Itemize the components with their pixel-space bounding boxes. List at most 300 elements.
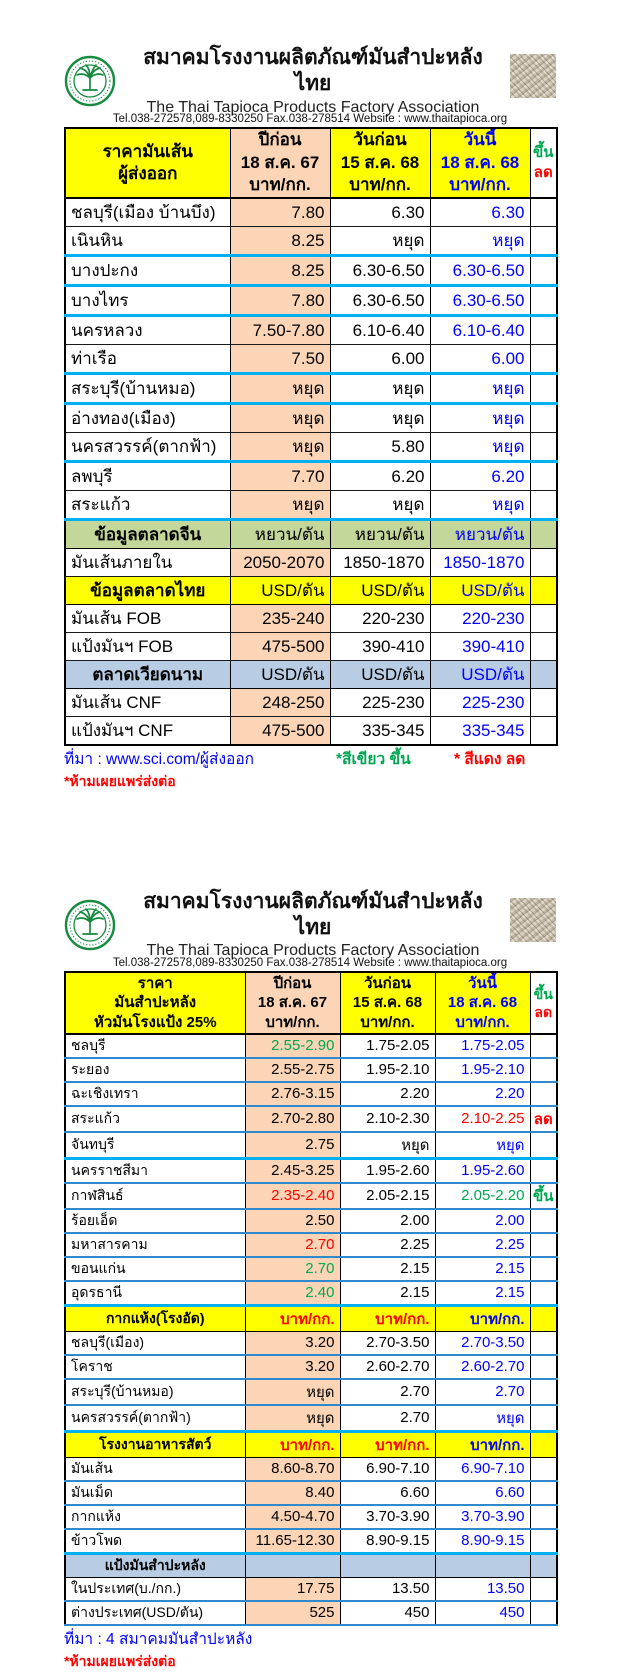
price-today: USD/ตัน <box>430 577 530 605</box>
updown-cell <box>530 1257 557 1281</box>
row-label: มันเส้นภายใน <box>65 549 230 577</box>
contact-line: Tel.038-272578,089-8330250 Fax.038-278514 Website : www.thaitapioca.org <box>112 113 508 125</box>
source-text: ที่มา : 4 สมาคมมันสำปะหลัง <box>64 1630 253 1648</box>
price-today: 2.10-2.25 <box>435 1106 530 1132</box>
table-row <box>65 404 557 433</box>
price-prev-day: บาท/กก. <box>340 1431 435 1457</box>
row-label: ต่างประเทศ(USD/ตัน) <box>65 1601 245 1625</box>
row-label: แป้งมันฯ FOB <box>65 633 230 661</box>
price-prev-day: 335-345 <box>330 717 430 746</box>
col-header-prev-day: วันก่อน 15 ส.ค. 68 บาท/กก. <box>340 972 435 1034</box>
updown-cell <box>530 1209 557 1233</box>
price-today: 220-230 <box>430 605 530 633</box>
row-label: อุดรธานี <box>65 1281 245 1306</box>
association-titles <box>128 45 498 117</box>
price-prev-day: 6.30-6.50 <box>330 286 430 316</box>
updown-cell <box>530 1529 557 1554</box>
down-label: ลด <box>533 164 553 181</box>
section-row <box>65 1553 557 1577</box>
row-label: ท่าเรือ <box>65 345 230 374</box>
table-row <box>65 1577 557 1601</box>
price-prev-year: 248-250 <box>230 689 330 717</box>
updown-cell <box>530 1158 557 1183</box>
association-header <box>64 46 556 116</box>
price-today: หยุด <box>435 1132 530 1159</box>
price-prev-year: 3.20 <box>245 1355 340 1379</box>
table-row <box>65 374 557 404</box>
price-prev-year: 7.80 <box>230 286 330 316</box>
price-today: 2.70 <box>435 1379 530 1405</box>
association-header-2 <box>64 889 556 960</box>
updown-cell <box>530 198 557 227</box>
price-today: 2.60-2.70 <box>435 1355 530 1379</box>
section-row <box>65 661 557 689</box>
row-label: แป้งมันฯ CNF <box>65 717 230 746</box>
table-row <box>65 491 557 520</box>
price-prev-day: 2.20 <box>340 1082 435 1106</box>
table-row <box>65 1132 557 1159</box>
section-row <box>65 520 557 549</box>
section-row <box>65 1431 557 1457</box>
table-row <box>65 1257 557 1281</box>
table-row <box>65 1405 557 1432</box>
updown-cell <box>530 256 557 286</box>
price-prev-year: USD/ตัน <box>230 661 330 689</box>
table-row <box>65 1281 557 1306</box>
table-row <box>65 689 557 717</box>
row-label: จันทบุรี <box>65 1132 245 1159</box>
price-prev-day: หยุด <box>330 227 430 256</box>
price-today: 2.70-3.50 <box>435 1331 530 1355</box>
updown-cell <box>530 1505 557 1529</box>
price-prev-year: 2.45-3.25 <box>245 1158 340 1183</box>
price-prev-day: 1850-1870 <box>330 549 430 577</box>
association-title-thai: สมาคมโรงงานผลิตภัณฑ์มันสำปะหลังไทย <box>143 889 483 940</box>
row-label: บางปะกง <box>65 256 230 286</box>
col-header-updown <box>530 128 557 198</box>
price-prev-day: 8.90-9.15 <box>340 1529 435 1554</box>
price-prev-year: 2.40 <box>245 1281 340 1306</box>
price-prev-year: 2.50 <box>245 1209 340 1233</box>
price-prev-day: หยุด <box>330 491 430 520</box>
price-prev-year: หยวน/ตัน <box>230 520 330 549</box>
price-today: หยุด <box>430 491 530 520</box>
updown-cell <box>530 1331 557 1355</box>
price-today: 6.10-6.40 <box>430 316 530 345</box>
price-prev-year: 475-500 <box>230 633 330 661</box>
price-prev-day <box>340 1553 435 1577</box>
price-prev-day: 6.10-6.40 <box>330 316 430 345</box>
price-today: 2.15 <box>435 1281 530 1306</box>
price-today: หยุด <box>430 227 530 256</box>
price-prev-year: หยุด <box>230 491 330 520</box>
row-label: นครหลวง <box>65 316 230 345</box>
price-prev-year: 4.50-4.70 <box>245 1505 340 1529</box>
price-prev-day: หยุด <box>330 404 430 433</box>
row-label: ชลบุรี(เมือง บ้านบึง) <box>65 198 230 227</box>
updown-cell <box>530 549 557 577</box>
row-label: มันเส้น <box>65 1457 245 1481</box>
updown-cell <box>530 462 557 491</box>
table-row <box>65 286 557 316</box>
row-label: สระบุรี(บ้านหมอ) <box>65 1379 245 1405</box>
updown-cell <box>530 1601 557 1625</box>
updown-cell <box>530 1355 557 1379</box>
updown-cell <box>530 1405 557 1432</box>
row-label: ชลบุรี <box>65 1034 245 1058</box>
price-today: 6.20 <box>430 462 530 491</box>
table-row <box>65 1209 557 1233</box>
table-header-row <box>65 972 557 1034</box>
price-today: 2.00 <box>435 1209 530 1233</box>
no-share-warning: *ห้ามเผยแพร่ส่งต่อ <box>64 1653 176 1670</box>
row-label: กากแห้ง(โรงอัด) <box>65 1305 245 1331</box>
col-header-prev-day: วันก่อน 15 ส.ค. 68 บาท/กก. <box>330 128 430 198</box>
row-label: สระบุรี(บ้านหมอ) <box>65 374 230 404</box>
price-prev-day: 2.70-3.50 <box>340 1331 435 1355</box>
row-label: ฉะเชิงเทรา <box>65 1082 245 1106</box>
price-prev-year: 8.40 <box>245 1481 340 1505</box>
price-prev-year: 8.25 <box>230 256 330 286</box>
row-label: โรงงานอาหารสัตว์ <box>65 1431 245 1457</box>
price-prev-day: 2.15 <box>340 1281 435 1306</box>
price-prev-year: 2.70 <box>245 1233 340 1257</box>
price-prev-day: 2.25 <box>340 1233 435 1257</box>
table-row <box>65 633 557 661</box>
price-prev-day: 6.90-7.10 <box>340 1457 435 1481</box>
price-today: 2.15 <box>435 1257 530 1281</box>
table-row <box>65 1233 557 1257</box>
price-prev-year: 2.76-3.15 <box>245 1082 340 1106</box>
price-today: USD/ตัน <box>430 661 530 689</box>
updown-cell <box>530 1577 557 1601</box>
price-prev-year: 8.60-8.70 <box>245 1457 340 1481</box>
price-prev-year: 8.25 <box>230 227 330 256</box>
updown-cell <box>530 717 557 746</box>
price-prev-year: หยุด <box>230 374 330 404</box>
price-prev-year: 475-500 <box>230 717 330 746</box>
updown-cell <box>530 1058 557 1082</box>
row-label: ข้อมูลตลาดจีน <box>65 520 230 549</box>
price-prev-day: 2.70 <box>340 1379 435 1405</box>
price-today: 390-410 <box>430 633 530 661</box>
price-prev-year <box>245 1553 340 1577</box>
price-prev-year: 2.55-2.90 <box>245 1034 340 1058</box>
root-price-table <box>64 971 558 1626</box>
report-root-prices <box>64 889 556 1672</box>
price-prev-year: 2050-2070 <box>230 549 330 577</box>
price-prev-day: 6.60 <box>340 1481 435 1505</box>
price-prev-day: 2.60-2.70 <box>340 1355 435 1379</box>
table-row <box>65 1601 557 1625</box>
price-prev-year: 7.70 <box>230 462 330 491</box>
price-prev-year: 7.50 <box>230 345 330 374</box>
price-prev-day: 6.30 <box>330 198 430 227</box>
price-today: 1850-1870 <box>430 549 530 577</box>
table-row <box>65 605 557 633</box>
updown-cell <box>530 1281 557 1306</box>
col-header-prev-year: ปีก่อน 18 ส.ค. 67 บาท/กก. <box>230 128 330 198</box>
price-prev-day: บาท/กก. <box>340 1305 435 1331</box>
price-prev-day: 5.80 <box>330 433 430 462</box>
updown-cell <box>530 520 557 549</box>
association-title-english: The Thai Tapioca Products Factory Association <box>146 98 480 116</box>
updown-cell <box>530 491 557 520</box>
no-share-warning: *ห้ามเผยแพร่ส่งต่อ <box>64 773 176 790</box>
price-prev-year: 11.65-12.30 <box>245 1529 340 1554</box>
price-today: หยุด <box>430 433 530 462</box>
price-prev-day: 1.95-2.10 <box>340 1058 435 1082</box>
row-label: นครสวรรค์(ตากฟ้า) <box>65 433 230 462</box>
price-prev-day: 3.70-3.90 <box>340 1505 435 1529</box>
updown-cell <box>530 1034 557 1058</box>
price-today: หยุด <box>430 374 530 404</box>
updown-cell <box>530 633 557 661</box>
updown-cell: ลด <box>530 1106 557 1132</box>
updown-cell <box>530 1431 557 1457</box>
price-prev-day: USD/ตัน <box>330 577 430 605</box>
price-prev-year: บาท/กก. <box>245 1305 340 1331</box>
updown-cell <box>530 1481 557 1505</box>
price-prev-day: 1.75-2.05 <box>340 1034 435 1058</box>
price-prev-year: หยุด <box>245 1405 340 1432</box>
price-today: 2.05-2.20 <box>435 1183 530 1209</box>
table-row <box>65 1082 557 1106</box>
table-row <box>65 1529 557 1554</box>
row-label: ลพบุรี <box>65 462 230 491</box>
updown-cell: ขึ้น <box>530 1183 557 1209</box>
row-label: สระแก้ว <box>65 1106 245 1132</box>
price-today: หยุด <box>430 404 530 433</box>
price-prev-day: USD/ตัน <box>330 661 430 689</box>
association-logo <box>64 55 116 107</box>
price-prev-day: 2.15 <box>340 1257 435 1281</box>
legend-up: *สีเขียว ขึ้น <box>336 751 411 768</box>
tapioca-chips-photo <box>510 898 556 942</box>
price-prev-year: 2.35-2.40 <box>245 1183 340 1209</box>
updown-cell <box>530 316 557 345</box>
price-prev-year: 525 <box>245 1601 340 1625</box>
price-prev-day: 450 <box>340 1601 435 1625</box>
table-row <box>65 1331 557 1355</box>
price-prev-day: หยุด <box>330 374 430 404</box>
table-row <box>65 1355 557 1379</box>
price-today: 6.30 <box>430 198 530 227</box>
price-prev-year: 2.70-2.80 <box>245 1106 340 1132</box>
price-prev-day: 6.30-6.50 <box>330 256 430 286</box>
section-row <box>65 1305 557 1331</box>
updown-cell <box>530 661 557 689</box>
table-row <box>65 1106 557 1132</box>
report-footer <box>64 749 556 792</box>
row-label: โคราช <box>65 1355 245 1379</box>
row-label: นครสวรรค์(ตากฟ้า) <box>65 1405 245 1432</box>
price-prev-year: 3.20 <box>245 1331 340 1355</box>
price-today: หยวน/ตัน <box>430 520 530 549</box>
price-prev-year: USD/ตัน <box>230 577 330 605</box>
price-today: หยุด <box>435 1405 530 1432</box>
price-prev-year: 7.80 <box>230 198 330 227</box>
price-prev-day: 2.10-2.30 <box>340 1106 435 1132</box>
price-prev-day: หยวน/ตัน <box>330 520 430 549</box>
row-label: ขอนแก่น <box>65 1257 245 1281</box>
report-exporter-prices <box>64 46 556 792</box>
row-label: ในประเทศ(บ./กก.) <box>65 1577 245 1601</box>
price-prev-day: 390-410 <box>330 633 430 661</box>
updown-cell <box>530 433 557 462</box>
row-label: ชลบุรี(เมือง) <box>65 1331 245 1355</box>
price-today: 8.90-9.15 <box>435 1529 530 1554</box>
row-label: กาฬสินธ์ <box>65 1183 245 1209</box>
table-row <box>65 1183 557 1209</box>
price-today: 6.30-6.50 <box>430 286 530 316</box>
price-prev-day: 220-230 <box>330 605 430 633</box>
price-today: 6.30-6.50 <box>430 256 530 286</box>
price-today: 2.25 <box>435 1233 530 1257</box>
table-row <box>65 256 557 286</box>
price-today: 2.20 <box>435 1082 530 1106</box>
col-header-updown <box>530 972 557 1034</box>
price-today: 335-345 <box>430 717 530 746</box>
price-prev-year: หยุด <box>230 404 330 433</box>
association-title-thai: สมาคมโรงงานผลิตภัณฑ์มันสำปะหลังไทย <box>143 46 483 96</box>
row-label: ตลาดเวียดนาม <box>65 661 230 689</box>
row-label: ข้อมูลตลาดไทย <box>65 577 230 605</box>
row-label: ร้อยเอ็ด <box>65 1209 245 1233</box>
price-prev-day: 1.95-2.60 <box>340 1158 435 1183</box>
table-row <box>65 1481 557 1505</box>
col-header-prev-year: ปีก่อน 18 ส.ค. 67 บาท/กก. <box>245 972 340 1034</box>
table-row <box>65 717 557 746</box>
price-prev-day: 2.00 <box>340 1209 435 1233</box>
updown-cell <box>530 404 557 433</box>
price-prev-year: 7.50-7.80 <box>230 316 330 345</box>
price-prev-year: 17.75 <box>245 1577 340 1601</box>
table-header-row <box>65 128 557 198</box>
updown-cell <box>530 374 557 404</box>
price-today <box>435 1553 530 1577</box>
price-prev-year: 2.75 <box>245 1132 340 1159</box>
col-header-commodity: ราคามันเส้น ผู้ส่งออก <box>65 128 230 198</box>
table-row <box>65 1034 557 1058</box>
price-prev-year: 235-240 <box>230 605 330 633</box>
price-today: 450 <box>435 1601 530 1625</box>
col-header-today: วันนี้ 18 ส.ค. 68 บาท/กก. <box>435 972 530 1034</box>
legend-down: * สีแดง ลด <box>454 751 526 768</box>
table-row <box>65 316 557 345</box>
row-label: มันเม็ด <box>65 1481 245 1505</box>
updown-cell <box>530 286 557 316</box>
association-logo <box>64 899 116 951</box>
table-row <box>65 1158 557 1183</box>
price-prev-day: 13.50 <box>340 1577 435 1601</box>
updown-cell <box>530 345 557 374</box>
col-header-commodity: ราคา มันสำปะหลัง หัวมันโรงแป้ง 25% <box>65 972 245 1034</box>
exporter-price-table <box>64 127 558 746</box>
source-link[interactable]: ที่มา : www.sci.com/ผู้ส่งออก <box>64 751 255 768</box>
price-prev-year: บาท/กก. <box>245 1431 340 1457</box>
price-today: 1.75-2.05 <box>435 1034 530 1058</box>
table-row <box>65 549 557 577</box>
row-label: เนินหิน <box>65 227 230 256</box>
association-titles <box>128 889 498 961</box>
price-prev-day: 225-230 <box>330 689 430 717</box>
price-today: บาท/กก. <box>435 1431 530 1457</box>
price-prev-day: 6.20 <box>330 462 430 491</box>
row-label: นครราชสีมา <box>65 1158 245 1183</box>
down-label: ลด <box>534 1003 553 1020</box>
price-today: บาท/กก. <box>435 1305 530 1331</box>
table-row <box>65 462 557 491</box>
price-today: 225-230 <box>430 689 530 717</box>
row-label: บางไทร <box>65 286 230 316</box>
row-label: มหาสารคาม <box>65 1233 245 1257</box>
table-row <box>65 433 557 462</box>
updown-cell <box>530 1379 557 1405</box>
row-label: ข้าวโพด <box>65 1529 245 1554</box>
table-row <box>65 1457 557 1481</box>
price-today: 6.00 <box>430 345 530 374</box>
updown-cell <box>530 577 557 605</box>
price-today: 13.50 <box>435 1577 530 1601</box>
price-today: 6.60 <box>435 1481 530 1505</box>
updown-cell <box>530 1233 557 1257</box>
price-today: 6.90-7.10 <box>435 1457 530 1481</box>
row-label: อ่างทอง(เมือง) <box>65 404 230 433</box>
price-prev-day: 2.05-2.15 <box>340 1183 435 1209</box>
price-today: 1.95-2.60 <box>435 1158 530 1183</box>
row-label: แป้งมันสำปะหลัง <box>65 1553 245 1577</box>
table-row <box>65 1505 557 1529</box>
price-prev-year: 2.70 <box>245 1257 340 1281</box>
row-label: กากแห้ง <box>65 1505 245 1529</box>
row-label: มันเส้น FOB <box>65 605 230 633</box>
row-label: สระแก้ว <box>65 491 230 520</box>
table-row <box>65 227 557 256</box>
col-header-today: วันนี้ 18 ส.ค. 68 บาท/กก. <box>430 128 530 198</box>
table-row <box>65 1058 557 1082</box>
table-row <box>65 345 557 374</box>
association-title-english: The Thai Tapioca Products Factory Association <box>146 942 480 960</box>
price-prev-year: หยุด <box>230 433 330 462</box>
row-label: มันเส้น CNF <box>65 689 230 717</box>
updown-cell <box>530 1132 557 1159</box>
report-footer <box>64 1629 556 1672</box>
price-prev-year: หยุด <box>245 1379 340 1405</box>
updown-cell <box>530 1305 557 1331</box>
updown-cell <box>530 1553 557 1577</box>
table-row <box>65 198 557 227</box>
up-label: ขึ้น <box>533 985 553 1002</box>
updown-cell <box>530 227 557 256</box>
row-label: ระยอง <box>65 1058 245 1082</box>
updown-cell <box>530 605 557 633</box>
contact-line: Tel.038-272578,089-8330250 Fax.038-278514 Website : www.thaitapioca.org <box>112 956 508 969</box>
price-today: 3.70-3.90 <box>435 1505 530 1529</box>
updown-cell <box>530 1082 557 1106</box>
price-prev-day: หยุด <box>340 1132 435 1159</box>
updown-cell <box>530 689 557 717</box>
price-today: 1.95-2.10 <box>435 1058 530 1082</box>
price-prev-day: 6.00 <box>330 345 430 374</box>
table-row <box>65 1379 557 1405</box>
updown-cell <box>530 1457 557 1481</box>
section-row <box>65 577 557 605</box>
up-label: ขึ้น <box>532 144 554 162</box>
price-prev-year: 2.55-2.75 <box>245 1058 340 1082</box>
price-prev-day: 2.70 <box>340 1405 435 1432</box>
tapioca-chips-photo <box>510 54 556 98</box>
